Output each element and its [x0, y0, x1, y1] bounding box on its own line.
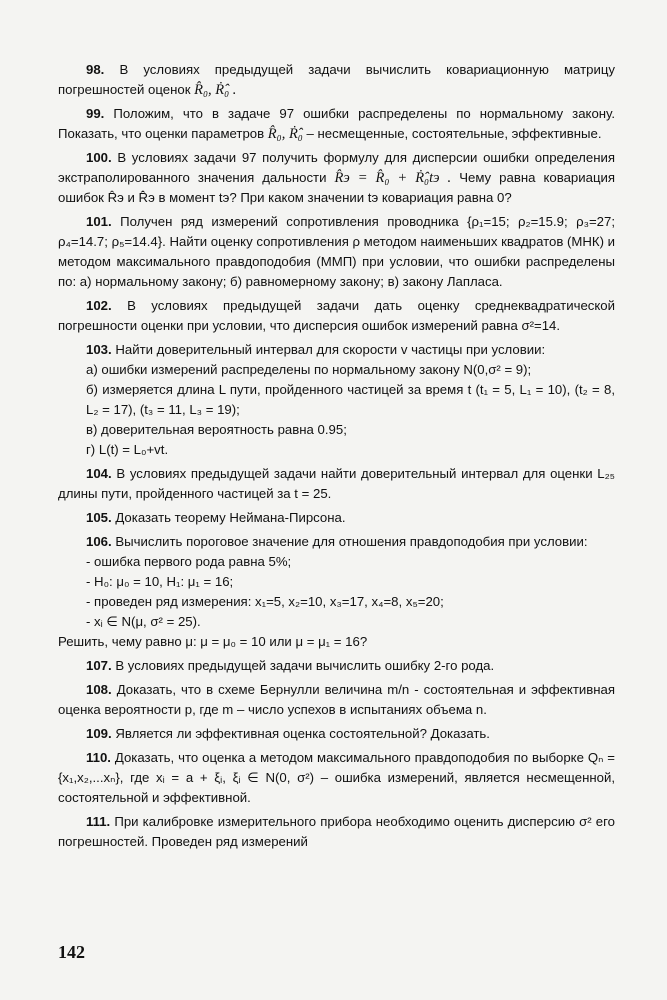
problem-109: 109. Является ли эффективная оценка состоятельной? Доказать.: [86, 726, 490, 741]
problem-110: 110. Доказать, что оценка a методом максимального правдоподобия по выборке Qₙ = {x₁,x₂,...xₙ}, где xᵢ = a + ξᵢ, ξᵢ ∈ N(0, σ²) – ошибка измерений, является несмещенной, состоятельной и эффективной.: [58, 750, 615, 805]
problem-103-item-c: в) доверительная вероятность равна 0.95;: [86, 422, 347, 437]
problem-106-question: Решить, чему равно μ: μ = μ₀ = 10 или μ = μ₁ = 16?: [58, 634, 368, 649]
problem-98: 98. В условиях предыдущей задачи вычислить ковариационную матрицу погрешностей оценок R̂₀, Ṙ̂₀ .: [58, 62, 615, 98]
problem-101: 101. Получен ряд измерений сопротивления проводника {ρ₁=15; ρ₂=15.9; ρ₃=27; ρ₄=14.7; ρ₅=14.4}. Найти оценку сопротивления ρ методом наименьших квадратов (МНК) и методом максимального правдоподобия (ММП) при условии, что ошибки распределены по: а) нормальному закону; б) равномерному закону; в) закону Лапласа.: [58, 214, 616, 289]
problem-106-item-2: - H₀: μ₀ = 10, H₁: μ₁ = 16;: [86, 574, 234, 589]
problem-105: 105. Доказать теорему Неймана-Пирсона.: [86, 510, 346, 525]
problem-104: 104. В условиях предыдущей задачи найти доверительный интервал для оценки L₂₅ длины пути, пройденного частицей за t = 25.: [58, 466, 615, 501]
problem-100: 100. В условиях задачи 97 получить формулу для дисперсии ошибки определения экстраполированного значения дальности R̂э = R̂₀ + Ṙ̂₀tэ . Чему равна ковариация ошибок R̂э и Ṙ̂э в момент tэ? При каком значении tэ ковариация равна 0?: [58, 150, 616, 205]
problem-106-item-1: - ошибка первого рода равна 5%;: [86, 554, 292, 569]
problem-99: 99. Положим, что в задаче 97 ошибки распределены по нормальному закону. Показать, что оценки параметров R̂₀, Ṙ̂₀ – несмещенные, состоятельные, эффективные.: [58, 106, 615, 142]
problem-103-item-a: а) ошибки измерений распределены по нормальному закону N(0,σ² = 9);: [86, 362, 532, 377]
problem-103-item-d: г) L(t) = L₀+vt.: [86, 442, 169, 457]
problem-108: 108. Доказать, что в схеме Бернулли величина m/n - состоятельная и эффективная оценка вероятности p, где m – число успехов в испытаниях объема n.: [58, 682, 615, 717]
problem-102: 102. В условиях предыдущей задачи дать оценку среднеквадратической погрешности оценки при условии, что дисперсия ошибок измерений равна σ²=14.: [58, 298, 615, 333]
problem-106-item-4: - xᵢ ∈ N(μ, σ² = 25).: [86, 614, 201, 629]
problem-107: 107. В условиях предыдущей задачи вычислить ошибку 2-го рода.: [86, 658, 495, 673]
page-number: 142: [58, 942, 85, 962]
problem-103: 103. Найти доверительный интервал для скорости v частицы при условии:: [86, 342, 546, 357]
problem-106-item-3: - проведен ряд измерения: x₁=5, x₂=10, x₃=17, x₄=8, x₅=20;: [86, 594, 444, 609]
problem-111: 111. При калибровке измерительного прибора необходимо оценить дисперсию σ² его погрешностей. Проведен ряд измерений: [58, 814, 615, 849]
problem-103-item-b: б) измеряется длина L пути, пройденного частицей за время t (t₁ = 5, L₁ = 10), (t₂ = 8, L₂ = 17), (t₃ = 11, L₃ = 19);: [86, 382, 615, 417]
problem-106: 106. Вычислить пороговое значение для отношения правдоподобия при условии:: [86, 534, 588, 549]
